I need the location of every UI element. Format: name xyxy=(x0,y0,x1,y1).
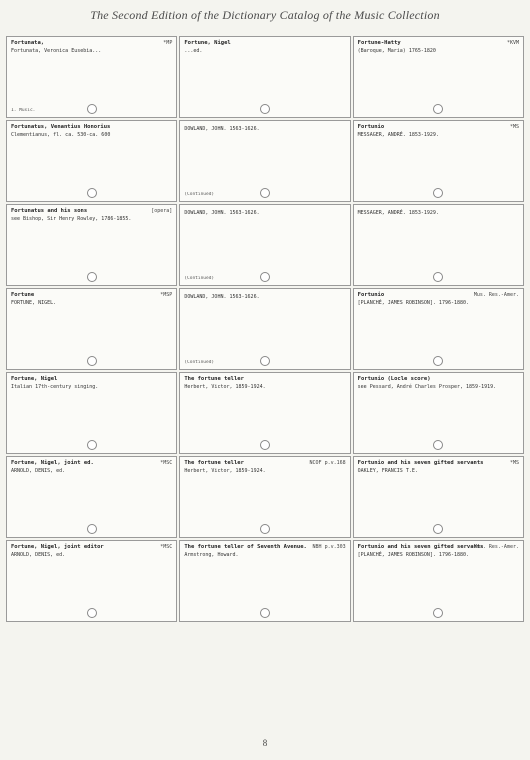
card-body-text: see Bishop, Sir Henry Rowley, 1786-1855. xyxy=(11,216,132,222)
card-punch-hole xyxy=(87,608,97,618)
card-punch-hole xyxy=(87,272,97,282)
card-punch-hole xyxy=(87,188,97,198)
catalog-card xyxy=(179,372,350,454)
card-body-text: DOWLAND, JOHN. 1563-1626. xyxy=(184,294,260,300)
card-punch-hole xyxy=(260,104,270,114)
card-heading: Fortune, Nigel, joint editor xyxy=(11,544,104,550)
card-heading: Fortune, Nigel, joint ed. xyxy=(11,460,94,466)
catalog-card-grid xyxy=(6,36,524,622)
card-tracing: (Continued) xyxy=(184,276,215,281)
catalog-card xyxy=(179,120,350,202)
card-heading: The fortune teller xyxy=(184,376,244,382)
catalog-card xyxy=(6,204,177,286)
card-call-number: Mus. Res.-Amer. xyxy=(473,544,519,550)
catalog-card xyxy=(6,288,177,370)
card-punch-hole xyxy=(87,440,97,450)
card-call-number: NCOF p.v.168 xyxy=(309,460,346,466)
card-punch-hole xyxy=(87,524,97,534)
card-heading: Fortunio and his seven gifted servants xyxy=(357,460,484,466)
catalog-card xyxy=(179,288,350,370)
catalog-card xyxy=(353,204,524,286)
card-punch-hole xyxy=(433,524,443,534)
card-heading: Fortunatus, Venantius Honorius xyxy=(11,124,111,130)
catalog-card xyxy=(179,204,350,286)
card-punch-hole xyxy=(260,356,270,366)
card-punch-hole xyxy=(433,272,443,282)
catalog-card xyxy=(6,372,177,454)
card-call-number: [opera] xyxy=(151,208,173,214)
card-punch-hole xyxy=(260,440,270,450)
card-body-text: MESSAGER, ANDRÉ. 1853-1929. xyxy=(357,210,439,216)
catalog-card xyxy=(6,36,177,118)
card-punch-hole xyxy=(433,188,443,198)
card-punch-hole xyxy=(433,104,443,114)
card-call-number: *MSC xyxy=(160,544,173,550)
card-body-text: ARNOLD, DENIS, ed. xyxy=(11,468,66,474)
card-heading: Fortunio and his seven gifted servants xyxy=(357,544,484,550)
card-heading: Fortune, Nigel xyxy=(184,40,231,46)
card-body-text: MESSAGER, ANDRÉ. 1853-1929. xyxy=(357,132,439,138)
catalog-card xyxy=(179,36,350,118)
card-call-number: *MS xyxy=(509,460,519,466)
card-punch-hole xyxy=(433,608,443,618)
catalog-card xyxy=(6,456,177,538)
card-call-number: Mus. Res.-Amer. xyxy=(473,292,519,298)
card-heading: Fortune, Nigel xyxy=(11,376,58,382)
card-heading: Fortunio xyxy=(357,124,385,130)
catalog-card xyxy=(6,120,177,202)
card-tracing: (Continued) xyxy=(184,360,215,365)
card-body-text: ARNOLD, DENIS, ed. xyxy=(11,552,66,558)
card-punch-hole xyxy=(260,272,270,282)
catalog-card xyxy=(353,372,524,454)
card-punch-hole xyxy=(260,608,270,618)
page-number: 8 xyxy=(262,738,268,748)
card-body-text: DOWLAND, JOHN. 1563-1626. xyxy=(184,210,260,216)
card-call-number: *MSP xyxy=(160,292,173,298)
catalog-card xyxy=(179,456,350,538)
card-call-number: NBH p.v.303 xyxy=(312,544,346,550)
card-body-text: DOWLAND, JOHN. 1563-1626. xyxy=(184,126,260,132)
card-body-text: FORTUNE, NIGEL. xyxy=(11,300,57,306)
card-punch-hole xyxy=(260,524,270,534)
card-body-text: [PLANCHÉ, JAMES ROBINSON]. 1796-1880. xyxy=(357,552,470,558)
catalog-card xyxy=(353,120,524,202)
card-body-text: [PLANCHÉ, JAMES ROBINSON]. 1796-1880. xyxy=(357,300,470,306)
card-call-number: *MSC xyxy=(160,460,173,466)
card-tracing: 1. Music. xyxy=(11,108,36,113)
card-punch-hole xyxy=(433,440,443,450)
card-heading: The fortune teller xyxy=(184,460,244,466)
card-body-text: Herbert, Victor, 1859-1924. xyxy=(184,384,266,390)
card-body-text: Clementianus, fl. ca. 530-ca. 600 xyxy=(11,132,111,138)
card-punch-hole xyxy=(87,356,97,366)
card-body-text: (Baroque, Maria) 1765-1820 xyxy=(357,48,436,54)
card-call-number: *MS xyxy=(509,124,519,130)
card-body-text: Fortunata, Veronica Eusebia... xyxy=(11,48,102,54)
catalog-card xyxy=(353,288,524,370)
card-call-number: *MP xyxy=(163,40,173,46)
card-heading: The fortune teller of Seventh Avenue. xyxy=(184,544,307,550)
card-punch-hole xyxy=(87,104,97,114)
card-heading: Fortune xyxy=(11,292,35,298)
card-body-text: Armstrong, Howard. xyxy=(184,552,239,558)
card-heading: Fortunio xyxy=(357,292,385,298)
card-body-text: Herbert, Victor, 1859-1924. xyxy=(184,468,266,474)
card-call-number: *KVM xyxy=(506,40,519,46)
catalog-card xyxy=(353,456,524,538)
card-heading: Fortune-Hatty xyxy=(357,40,401,46)
card-body-text: Italian 17th-century singing. xyxy=(11,384,99,390)
card-heading: Fortunatus and his sons xyxy=(11,208,88,214)
catalog-card xyxy=(353,540,524,622)
page-header: The Second Edition of the Dictionary Catalog of the Music Collection xyxy=(90,8,440,22)
card-tracing: (Continued) xyxy=(184,192,215,197)
catalog-card xyxy=(179,540,350,622)
catalog-card xyxy=(6,540,177,622)
card-heading: Fortunata, xyxy=(11,40,45,46)
card-body-text: see Pessard, André Charles Prosper, 1859-1919. xyxy=(357,384,497,390)
card-punch-hole xyxy=(260,188,270,198)
card-heading: Fortunio (Locle score) xyxy=(357,376,431,382)
catalog-card xyxy=(353,36,524,118)
card-body-text: OAKLEY, FRANCIS T.E. xyxy=(357,468,418,474)
card-body-text: ...ed. xyxy=(184,48,203,54)
card-punch-hole xyxy=(433,356,443,366)
